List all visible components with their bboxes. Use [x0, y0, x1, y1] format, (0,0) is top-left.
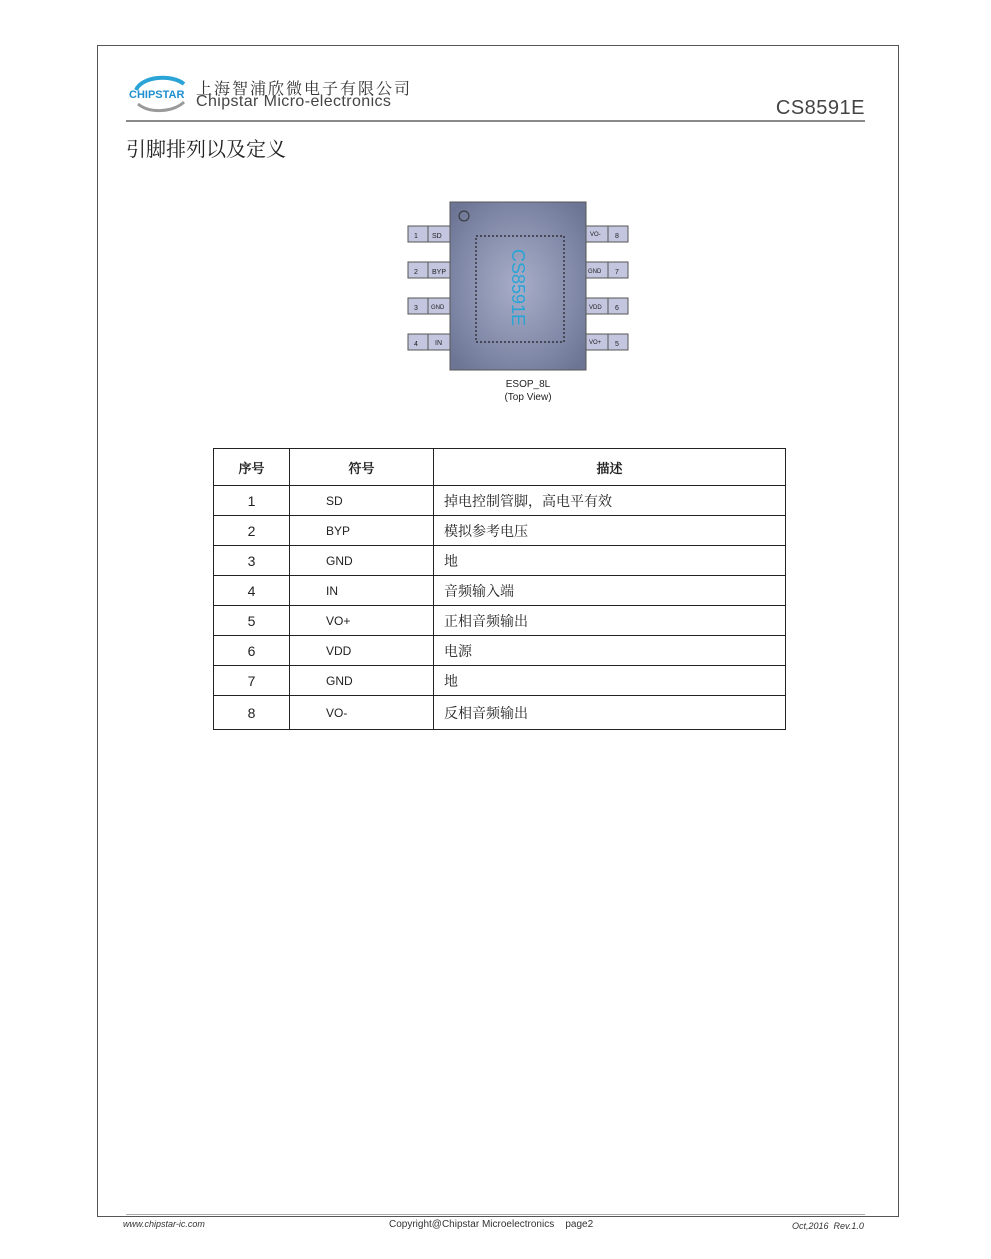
svg-text:BYP: BYP	[432, 269, 447, 276]
pin-symbol: VO+	[290, 606, 434, 636]
pin-description: 正相音频输出	[434, 606, 786, 636]
pin-description: 反相音频输出	[434, 696, 786, 730]
pin-index: 5	[214, 606, 290, 636]
header-index: 序号	[214, 449, 290, 486]
left-pins	[408, 226, 450, 350]
svg-text:8: 8	[615, 233, 619, 240]
footer-website: www.chipstar-ic.com	[123, 1219, 205, 1229]
table-header-row	[214, 449, 786, 486]
svg-text:3: 3	[414, 305, 418, 312]
pin-index: 8	[214, 696, 290, 730]
pin-symbol: VO-	[290, 696, 434, 730]
pin-description: 电源	[434, 636, 786, 666]
pin-description: 音频输入端	[434, 576, 786, 606]
pin-symbol: GND	[290, 666, 434, 696]
table-row	[214, 696, 786, 730]
table-row	[214, 636, 786, 666]
svg-text:GND: GND	[431, 305, 445, 311]
header-divider	[126, 120, 865, 122]
pin-2	[408, 262, 450, 278]
header-symbol: 符号	[290, 449, 434, 486]
pin-6	[586, 298, 628, 314]
pin-index: 1	[214, 486, 290, 516]
part-number: CS8591E	[775, 97, 865, 119]
pin-symbol: SD	[290, 486, 434, 516]
pin-description: 地	[434, 666, 786, 696]
package-name: ESOP_8L	[505, 379, 551, 390]
table-row	[214, 576, 786, 606]
pin-8	[586, 226, 628, 242]
pin-symbol: GND	[290, 546, 434, 576]
svg-text:GND: GND	[588, 269, 602, 275]
logo-text: CHIPSTAR	[129, 89, 185, 101]
pin-index: 6	[214, 636, 290, 666]
pin-5	[586, 334, 628, 350]
company-name-en: Chipstar Micro-electronics	[196, 93, 392, 110]
right-pins	[586, 226, 628, 350]
svg-text:VDD: VDD	[589, 305, 602, 311]
pin-definition-table	[213, 448, 786, 730]
pin-index: 4	[214, 576, 290, 606]
section-title: 引脚排列以及定义	[126, 137, 286, 161]
pin-symbol: IN	[290, 576, 434, 606]
svg-text:6: 6	[615, 305, 619, 312]
svg-text:1: 1	[414, 233, 418, 240]
pin-description: 地	[434, 546, 786, 576]
pin-1	[408, 226, 450, 242]
pin-symbol: BYP	[290, 516, 434, 546]
pin-7	[586, 262, 628, 278]
svg-text:7: 7	[615, 269, 619, 276]
table-row	[214, 486, 786, 516]
pin-index: 2	[214, 516, 290, 546]
table-row	[214, 666, 786, 696]
footer-revision: Oct,2016 Rev.1.0	[792, 1221, 864, 1231]
svg-text:4: 4	[414, 341, 418, 348]
svg-text:VO-: VO-	[590, 232, 601, 238]
footer-divider	[126, 1214, 865, 1215]
svg-text:SD: SD	[432, 233, 442, 240]
svg-text:IN: IN	[435, 340, 442, 347]
pin-description: 模拟参考电压	[434, 516, 786, 546]
svg-text:5: 5	[615, 341, 619, 348]
svg-text:2: 2	[414, 269, 418, 276]
pin-3	[408, 298, 450, 314]
pin-index: 7	[214, 666, 290, 696]
table-row	[214, 546, 786, 576]
package-view: (Top View)	[504, 392, 552, 403]
table-row	[214, 516, 786, 546]
footer-copyright: Copyright@Chipstar Microelectronics page2	[389, 1219, 594, 1230]
pin-index: 3	[214, 546, 290, 576]
pin-symbol: VDD	[290, 636, 434, 666]
pin-4	[408, 334, 450, 350]
table-row	[214, 606, 786, 636]
header-description: 描述	[434, 449, 786, 486]
chip-pinout-diagram	[400, 196, 636, 376]
chipstar-logo	[128, 72, 190, 116]
chip-marking: CS8591E	[508, 249, 528, 327]
company-name-cn: 上海智浦欣微电子有限公司	[196, 79, 413, 98]
package-caption	[478, 378, 578, 404]
svg-text:VO+: VO+	[589, 340, 602, 346]
pin-description: 掉电控制管脚，高电平有效	[434, 486, 786, 516]
